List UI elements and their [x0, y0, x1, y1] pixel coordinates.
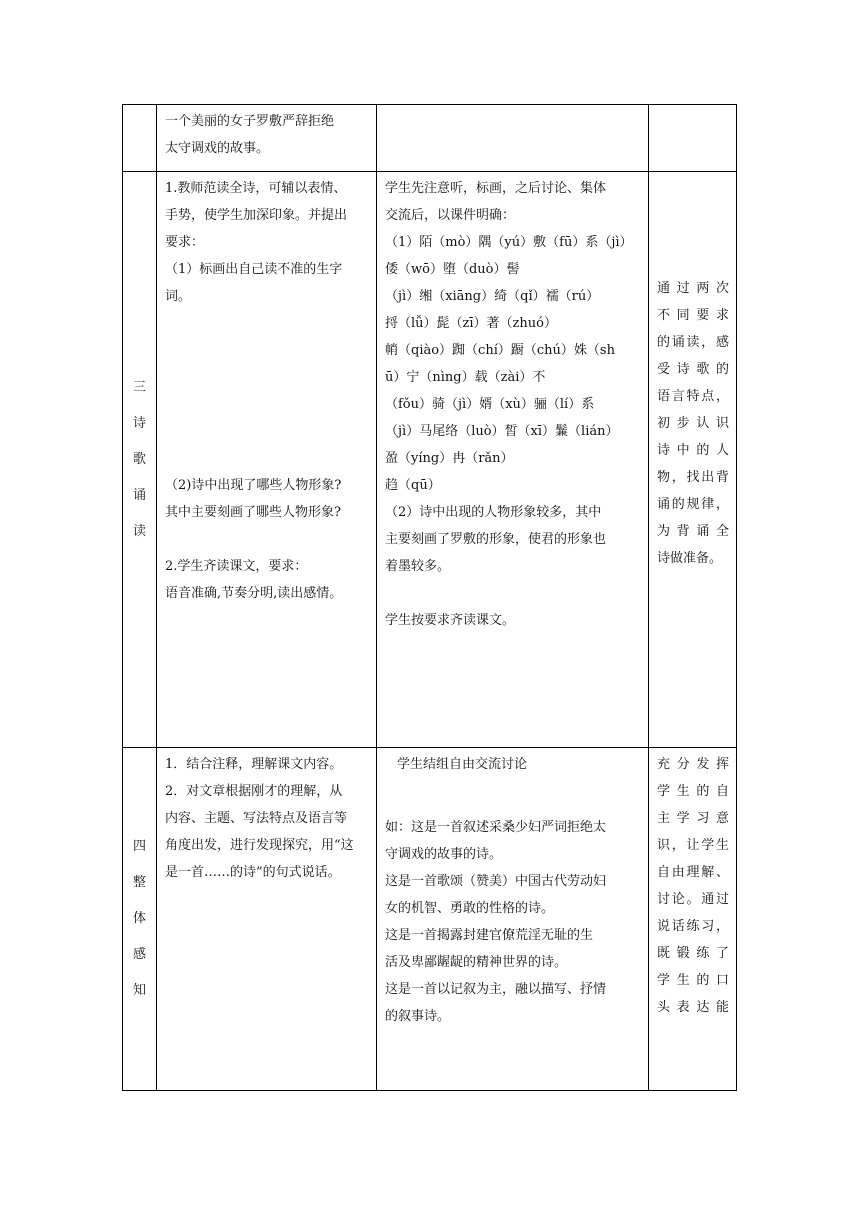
text-line: 内容、主题、写法特点及语言等 [165, 811, 348, 826]
text-line: 讨论。通过 [657, 892, 729, 907]
text-line: （jì）缃（xiāng）绮（qǐ）襦（rú） [385, 289, 600, 304]
student-cell-overall-perception [377, 748, 649, 1091]
note-cell-overall-perception [649, 748, 737, 1091]
stage-cell-poem-reading [123, 172, 157, 748]
text-line: 学生的口 [657, 973, 729, 988]
stage-char: 体 [132, 911, 146, 926]
text-line: 语音准确,节奏分明,读出感情。 [165, 586, 343, 601]
stage-char: 诗 [132, 415, 146, 431]
text-line: 1．结合注释，理解课文内容。 [165, 757, 343, 772]
lesson-plan-table [122, 104, 737, 1091]
text-line: ū）宁（nìng）载（zài）不 [385, 370, 546, 385]
note-cell-poem-reading [649, 172, 737, 748]
text-line: 这是一首歌颂（赞美）中国古代劳动妇 [385, 874, 607, 889]
text-line: （fǒu）骑（jì）婿（xù）骊（lí）系 [385, 397, 595, 412]
table-row-continued [123, 105, 737, 172]
text-line: 学生的自 [657, 784, 729, 799]
text-line: 女的机智、勇敢的性格的诗。 [385, 901, 555, 916]
text-line: 要求： [165, 235, 205, 250]
text-line: 为背诵全 [657, 524, 729, 539]
text-line: 诵的规律， [657, 497, 729, 512]
text-line: 物，找出背 [657, 470, 729, 485]
student-cell-poem-reading [377, 172, 649, 748]
text-line: 其中主要刻画了哪些人物形象? [165, 505, 341, 520]
text-line: 充分发挥 [657, 757, 729, 772]
text-line: 词。 [165, 289, 192, 304]
text-line: 受诗歌的 [657, 362, 729, 377]
text-line: 识，让学生 [657, 838, 729, 853]
text-line: 倭（wō）堕（duò）髻 [385, 262, 520, 277]
text-line: 学生结组自由交流讨论 [397, 757, 528, 772]
text-line: 头表达能 [657, 1000, 729, 1015]
text-line: 语言特点， [657, 389, 729, 404]
text-line: （2）诗中出现的人物形象较多，其中 [385, 505, 602, 520]
note-cell-continued [649, 105, 737, 172]
teacher-cell-continued [157, 105, 377, 172]
table-row-overall-perception [123, 748, 737, 1091]
stage-char: 感 [132, 947, 146, 962]
stage-char: 整 [132, 875, 146, 890]
text-line: 如：这是一首叙述采桑少妇严词拒绝太 [385, 820, 607, 835]
text-line: 2.学生齐读课文，要求： [165, 559, 308, 574]
text-line: 角度出发，进行发现探究，用“这 [165, 838, 354, 853]
text-line: 2．对文章根据刚才的理解，从 [165, 784, 343, 799]
text-line: 帩（qiào）踟（chí）蹰（chú）姝（sh [385, 343, 615, 358]
text-line: 一个美丽的女子罗敷严辞拒绝 [165, 114, 335, 129]
text-line: （2)诗中出现了哪些人物形象? [165, 478, 342, 493]
text-line: 不同要求 [657, 308, 729, 323]
text-line: （1）标画出自己读不准的生字 [165, 262, 343, 277]
teacher-cell-overall-perception [157, 748, 377, 1091]
text-line: 诗做准备。 [657, 551, 723, 566]
student-cell-continued [377, 105, 649, 172]
stage-char: 四 [132, 839, 146, 854]
text-line: 这是一首以记叙为主，融以描写、抒情 [385, 982, 607, 997]
text-line: 初步认识 [657, 416, 729, 431]
text-line: 太守调戏的故事。 [165, 141, 270, 156]
text-line: 诗中的人 [657, 443, 729, 458]
text-line: 通过两次 [657, 281, 729, 296]
text-line: 既锻练了 [657, 946, 729, 961]
teacher-cell-poem-reading [157, 172, 377, 748]
text-line: 盈（yíng）冉（rǎn） [385, 451, 514, 466]
text-line: 这是一首揭露封建官僚荒淫无耻的生 [385, 928, 594, 943]
stage-cell-continued [123, 105, 157, 172]
text-line: 守调戏的故事的诗。 [385, 847, 503, 862]
text-line: 主要刻画了罗敷的形象，使君的形象也 [385, 532, 607, 547]
text-line: 学生先注意听，标画，之后讨论、集体 [385, 181, 607, 196]
text-line: 说话练习， [657, 919, 729, 934]
stage-char: 诵 [132, 487, 146, 503]
text-line: 的叙事诗。 [385, 1009, 451, 1024]
table-row-poem-reading [123, 172, 737, 748]
text-line: 手势，使学生加深印象。并提出 [165, 208, 348, 223]
stage-char: 读 [132, 523, 146, 539]
text-line: 捋（lǚ）髭（zī）著（zhuó） [385, 316, 557, 331]
text-line: 活及卑鄙龌龊的精神世界的诗。 [385, 955, 568, 970]
text-line: 自由理解、 [657, 865, 729, 880]
text-line: 交流后，以课件明确： [385, 208, 516, 223]
stage-char: 三 [132, 379, 146, 395]
text-line: 着墨较多。 [385, 559, 451, 574]
text-line: 的诵读，感 [657, 335, 729, 350]
text-line: 趋（qū） [385, 478, 441, 493]
text-line: 1.教师范读全诗，可辅以表情、 [165, 181, 347, 196]
stage-char: 知 [132, 983, 146, 998]
text-line: 是一首……的诗”的句式说话。 [165, 865, 341, 880]
stage-cell-overall-perception [123, 748, 157, 1091]
text-line: 学生按要求齐读课文。 [385, 613, 516, 628]
text-line: （jì）马尾络（luò）皙（xī）鬑（lián） [385, 424, 619, 439]
text-line: （1）陌（mò）隅（yú）敷（fū）系（jì） [385, 235, 633, 250]
stage-char: 歌 [132, 451, 146, 467]
text-line: 主学习意 [657, 811, 729, 826]
